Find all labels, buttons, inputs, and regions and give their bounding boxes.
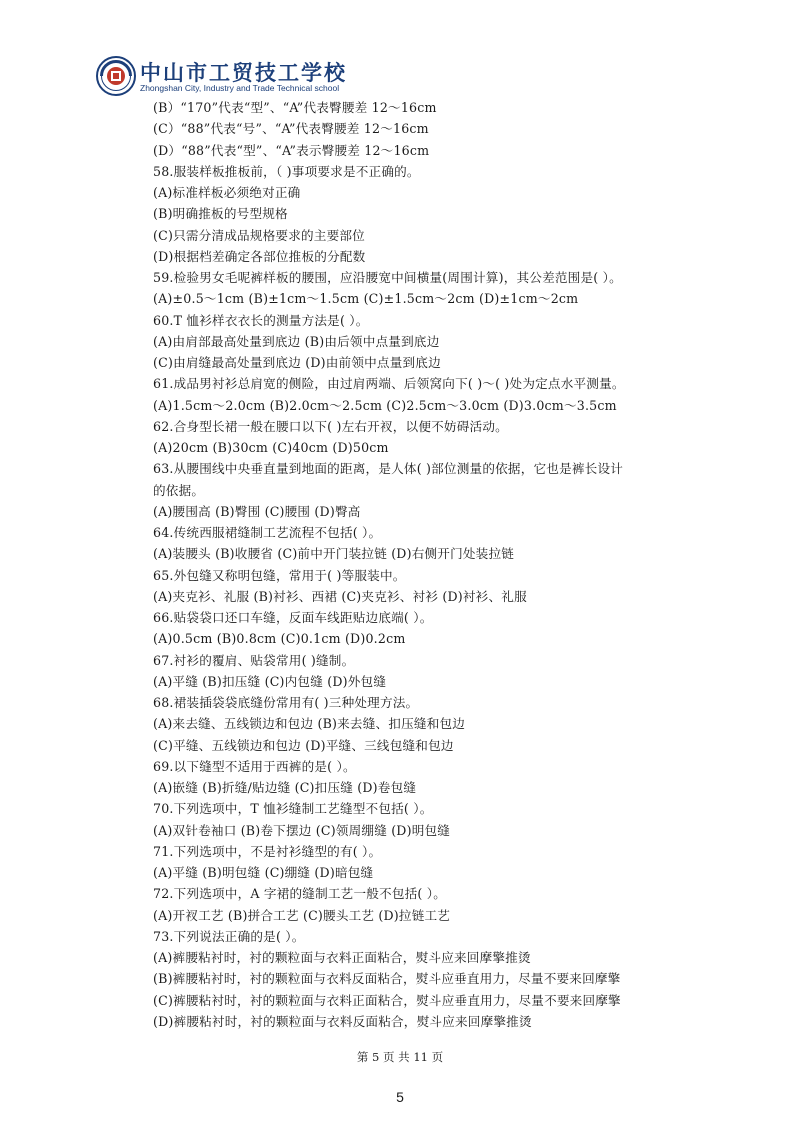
school-name: 中山市工贸技工学校 [140, 61, 347, 85]
option-line-57b: (B）“170”代表“型”、“A”代表臀腰差 12～16cm [153, 100, 437, 115]
question-58: 58.服装样板推板前，（ )事项要求是不正确的。 [153, 163, 420, 179]
question-61: 61.成品男衬衫总肩宽的侧险，由过肩两端、后领窝向下( )～( )处为定点水平测量。 [153, 376, 625, 392]
options-67: (A)平缝 (B)扣压缝 (C)内包缝 (D)外包缝 [153, 673, 387, 689]
page-footer: 第 5 页 共 11 页 [356, 1050, 444, 1064]
question-69: 69.以下缝型不适用于西裤的是( ）。 [153, 758, 356, 774]
question-64: 64.传统西服裙缝制工艺流程不包括( ）。 [153, 525, 382, 540]
question-73: 73.下列说法正确的是( ）。 [153, 928, 305, 944]
option-line-57c: (C）“88”代表“号”、“A”代表臀腰差 12～16cm [153, 121, 429, 137]
options-68-cd: (C)平缝、五线锁边和包边 (D)平缝、三线包缝和包边 [153, 737, 454, 753]
options-70: (A)双针卷袖口 (B)卷下摆边 (C)领周绷缝 (D)明包缝 [153, 822, 451, 838]
page-number: 5 [396, 1089, 404, 1105]
question-62: 62.合身型长裙一般在腰口以下( )左右开衩，以便不妨碍活动。 [153, 418, 508, 434]
options-65: (A)夹克衫、礼服 (B)衬衫、西裙 (C)夹克衫、衬衫 (D)衬衫、礼服 [153, 588, 527, 604]
school-english-name: Zhongshan City, Industry and Trade Technical school [140, 83, 340, 93]
question-72: 72.下列选项中，A 字裙的缝制工艺一般不包括( ）。 [153, 886, 447, 902]
question-60: 60.T 恤衫样衣衣长的测量方法是( ）。 [153, 312, 369, 328]
options-60-ab: (A)由肩部最高处量到底边 (B)由后领中点量到底边 [153, 333, 440, 349]
question-71: 71.下列选项中，不是衬衫缝型的有( ）。 [153, 843, 382, 859]
option-line-73d: (D)裤腰粘衬时，衬的颗粒面与衣料反面粘合，熨斗应来回摩擎推烫 [153, 1013, 532, 1029]
options-68-ab: (A)来去缝、五线锁边和包边 (B)来去缝、扣压缝和包边 [153, 716, 466, 732]
options-72: (A)开衩工艺 (B)拼合工艺 (C)腰头工艺 (D)拉链工艺 [153, 907, 451, 923]
options-64: (A)装腰头 (B)收腰省 (C)前中开门装拉链 (D)右侧开门处装拉链 [153, 546, 515, 562]
options-59: (A)±0.5～1cm (B)±1cm～1.5cm (C)±1.5cm～2cm (D)±1cm～2cm [153, 291, 579, 307]
options-61: (A)1.5cm～2.0cm (B)2.0cm～2.5cm (C)2.5cm～3.0cm (D)3.0cm～3.5cm [153, 397, 617, 413]
option-line-58b: (B)明确推板的号型规格 [153, 206, 288, 222]
options-60-cd: (C)由肩缝最高处量到底边 (D)由前领中点量到底边 [153, 355, 441, 370]
option-line-58c: (C)只需分清成品规格要求的主要部位 [153, 227, 365, 243]
school-emblem-icon [96, 56, 136, 96]
options-62: (A)20cm (B)30cm (C)40cm (D)50cm [153, 440, 389, 455]
options-71: (A)平缝 (B)明包缝 (C)绷缝 (D)暗包缝 [153, 865, 374, 880]
option-line-57d: (D）“88”代表“型”、“A”表示臀腰差 12～16cm [153, 142, 430, 158]
option-line-73a: (A)裤腰粘衬时，衬的颗粒面与衣料正面粘合，熨斗应来回摩擎推烫 [153, 950, 531, 965]
question-66: 66.贴袋袋口还口车缝，反面车线距贴边底端( ）。 [153, 610, 433, 625]
question-63-cont: 的依据。 [153, 482, 205, 498]
question-63: 63.从腰围线中央垂直量到地面的距离，是人体( )部位测量的依据，它也是裤长设计 [153, 461, 624, 477]
option-line-73c: (C)裤腰粘衬时，衬的颗粒面与衣料正面粘合，熨斗应垂直用力，尽量不要来回摩擎 [153, 992, 621, 1008]
page-header [96, 54, 416, 102]
exam-content [153, 97, 713, 1032]
question-65: 65.外包缝又称明包缝，常用于( )等服装中。 [153, 567, 406, 583]
option-line-58d: (D)根据档差确定各部位推板的分配数 [153, 248, 366, 264]
option-line-73b: (B)裤腰粘衬时，衬的颗粒面与衣料反面粘合，熨斗应垂直用力，尽量不要来回摩擎 [153, 971, 621, 987]
options-69: (A)嵌缝 (B)折缝/贴边缝 (C)扣压缝 (D)卷包缝 [153, 780, 417, 795]
question-59: 59.检验男女毛呢裤样板的腰围，应沿腰宽中间横量(周围计算)，其公差范围是( ）。 [153, 270, 622, 285]
question-70: 70.下列选项中，T 恤衫缝制工艺缝型不包括( ）。 [153, 801, 433, 817]
question-67: 67.衬衫的覆肩、贴袋常用( )缝制。 [153, 652, 355, 668]
option-line-58a: (A)标准样板必须绝对正确 [153, 185, 301, 200]
options-63: (A)腰围高 (B)臀围 (C)腰围 (D)臀高 [153, 503, 361, 519]
question-68: 68.裙装插袋袋底缝份常用有( )三种处理方法。 [153, 695, 419, 710]
options-66: (A)0.5cm (B)0.8cm (C)0.1cm (D)0.2cm [153, 631, 406, 647]
